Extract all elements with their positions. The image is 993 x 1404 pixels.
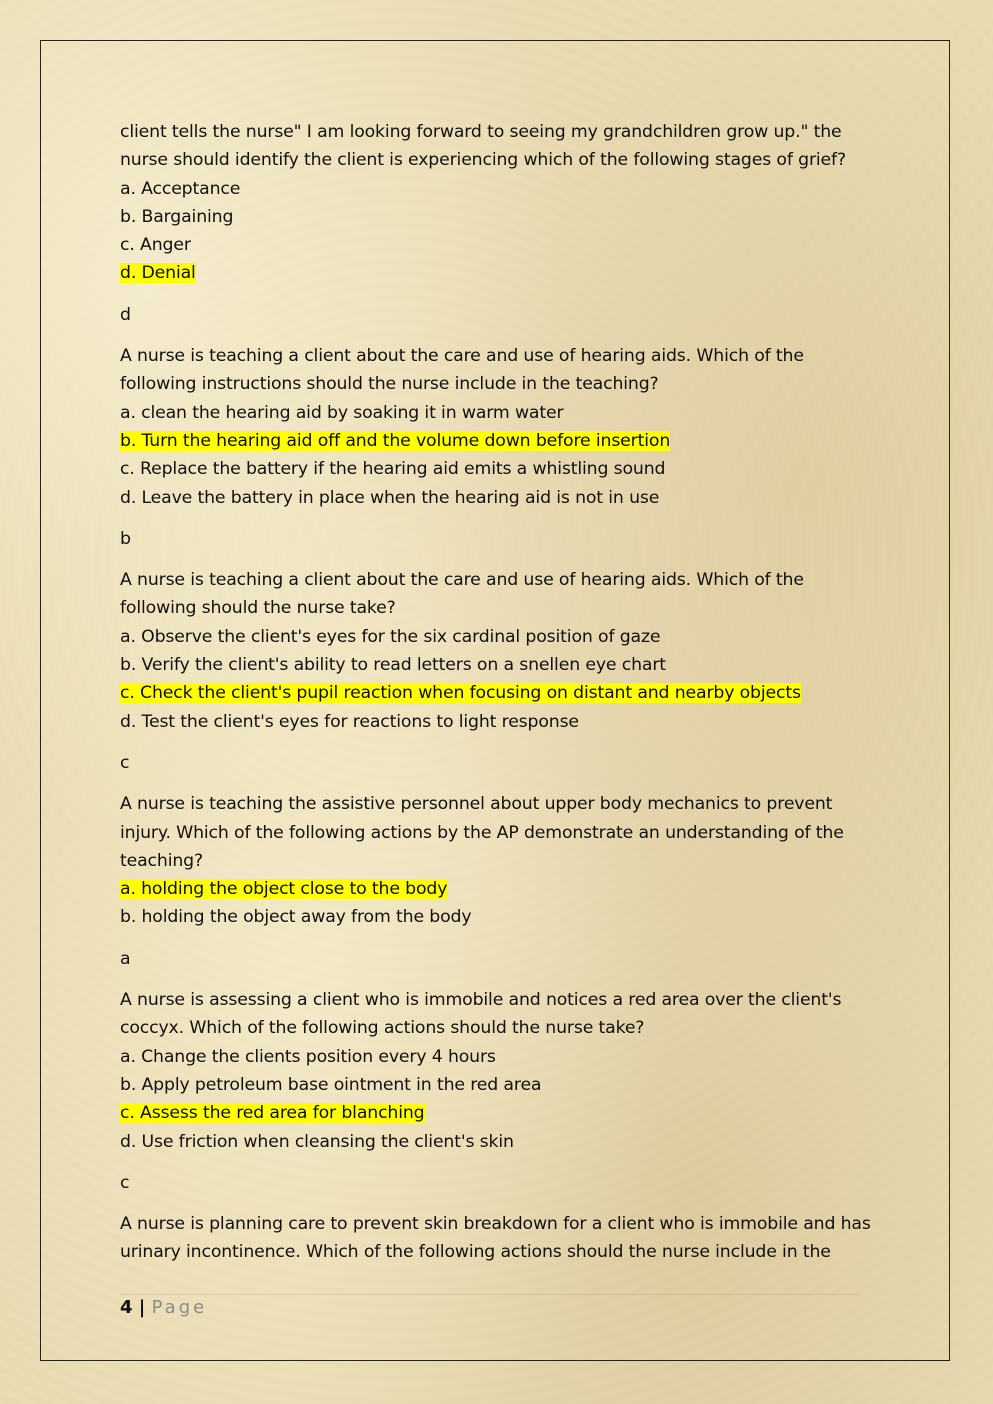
question-block (120, 790, 880, 973)
question-line: A nurse is planning care to prevent skin breakdown for a client who is immobile and has (120, 1214, 871, 1235)
question-line: A nurse is teaching a client about the care and use of hearing aids. Which of the (120, 346, 804, 367)
question-line: client tells the nurse" I am looking forward to seeing my grandchildren grow up." the (120, 122, 842, 142)
highlighted-option: b. Turn the hearing aid off and the volume down before insertion (120, 430, 671, 451)
option: d. Use friction when cleansing the client's skin (120, 1131, 514, 1152)
option: b. holding the object away from the body (120, 907, 472, 928)
option: a. Observe the client's eyes for the six cardinal position of gaze (120, 626, 661, 647)
answer-key: d (120, 304, 131, 325)
option: c. Anger (120, 235, 191, 256)
question-line: A nurse is assessing a client who is immobile and notices a red area over the client's (120, 990, 842, 1011)
question-block (120, 566, 880, 777)
highlighted-option: d. Denial (120, 263, 196, 284)
question-block (120, 1210, 880, 1267)
option: d. Leave the battery in place when the hearing aid is not in use (120, 487, 660, 508)
question-line: urinary incontinence. Which of the following actions should the nurse include in the (120, 1242, 831, 1263)
option: a. Acceptance (120, 178, 241, 199)
document-body (120, 118, 880, 1267)
answer-key: a (120, 948, 131, 969)
page-separator: | (132, 1297, 152, 1318)
question-block (120, 986, 880, 1197)
question-line: following should the nurse take? (120, 598, 396, 619)
question-line: nurse should identify the client is experiencing which of the following stages of grief? (120, 150, 846, 171)
question-block (120, 342, 880, 553)
answer-key: c (120, 1172, 130, 1193)
question-line: A nurse is teaching a client about the care and use of hearing aids. Which of the (120, 570, 804, 591)
option: d. Test the client's eyes for reactions to light response (120, 711, 579, 732)
highlighted-option: c. Assess the red area for blanching (120, 1103, 425, 1124)
question-line: teaching? (120, 850, 203, 871)
option: b. Bargaining (120, 206, 234, 227)
option: c. Replace the battery if the hearing aid emits a whistling sound (120, 459, 666, 480)
page-number: 4 (120, 1297, 133, 1318)
question-line: A nurse is teaching the assistive personnel about upper body mechanics to prevent (120, 794, 833, 815)
highlighted-option: a. holding the object close to the body (120, 879, 448, 900)
option: b. Verify the client's ability to read letters on a snellen eye chart (120, 655, 666, 676)
question-block (120, 118, 880, 329)
option: b. Apply petroleum base ointment in the red area (120, 1074, 542, 1095)
page-footer (120, 1294, 860, 1321)
question-line: following instructions should the nurse include in the teaching? (120, 374, 659, 395)
question-line: coccyx. Which of the following actions should the nurse take? (120, 1018, 645, 1039)
option: a. Change the clients position every 4 hours (120, 1046, 496, 1067)
answer-key: b (120, 528, 131, 549)
page-label: Page (151, 1297, 208, 1318)
highlighted-option: c. Check the client's pupil reaction when focusing on distant and nearby objects (120, 683, 801, 704)
question-line: injury. Which of the following actions by the AP demonstrate an understanding of the (120, 822, 844, 843)
option: a. clean the hearing aid by soaking it in warm water (120, 402, 564, 423)
answer-key: c (120, 752, 130, 773)
